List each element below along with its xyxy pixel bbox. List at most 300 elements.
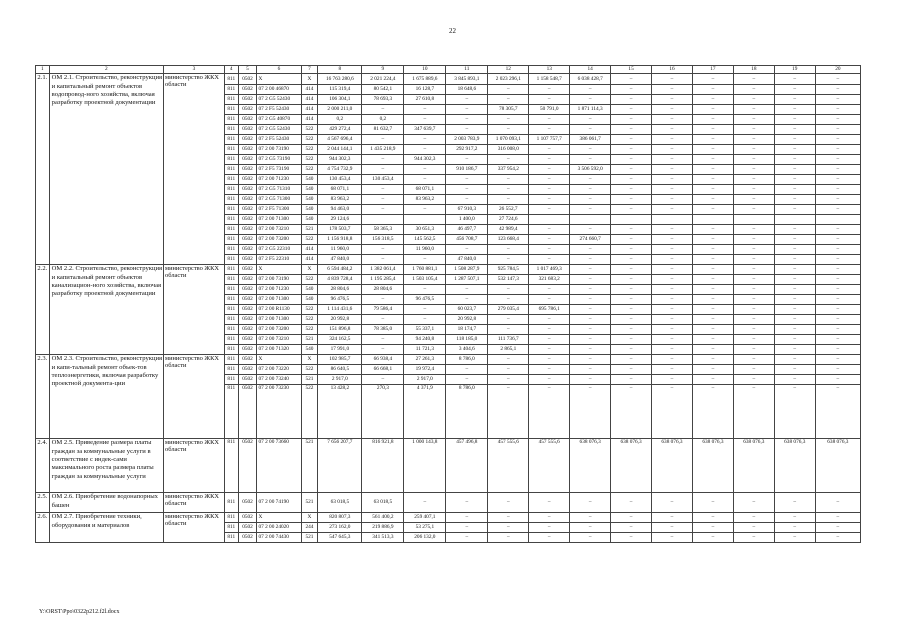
table-cell: –: [652, 325, 693, 335]
table-cell: –: [570, 185, 611, 195]
table-cell: 0502: [238, 155, 257, 165]
table-cell: 1 156 918,8: [318, 235, 362, 245]
table-cell: –: [774, 165, 815, 175]
table-cell: –: [488, 125, 529, 135]
table-cell: –: [446, 375, 488, 385]
table-cell: –: [815, 345, 860, 355]
table-cell: 4 567 696,4: [318, 135, 362, 145]
table-cell: –: [446, 95, 488, 105]
measure-number: 2.5.: [36, 493, 50, 513]
table-cell: 292 917,2: [446, 145, 488, 155]
table-cell: –: [652, 315, 693, 325]
table-cell: –: [652, 285, 693, 295]
table-cell: –: [652, 385, 693, 439]
table-cell: –: [733, 315, 774, 325]
table-cell: Х: [257, 265, 301, 275]
column-number-cell: 10: [404, 66, 446, 74]
table-cell: –: [570, 155, 611, 165]
table-cell: 8 786,0: [446, 355, 488, 365]
table-cell: –: [774, 245, 815, 255]
table-cell: 561 400,2: [362, 513, 404, 523]
table-cell: 522: [301, 365, 318, 375]
table-cell: 11 721,3: [404, 345, 446, 355]
table-cell: –: [692, 115, 733, 125]
table-cell: –: [815, 365, 860, 375]
table-cell: 07 2 00 46870: [257, 85, 301, 95]
table-cell: 347 639,7: [404, 125, 446, 135]
table-cell: 96 476,5: [318, 295, 362, 305]
table-cell: 0502: [238, 85, 257, 95]
measure-description: ОМ 2.1. Строительство, реконструкция и капитальный ремонт объектов водопровод-ного хозяйства, включая разработку проектной документации: [49, 74, 163, 265]
table-cell: 386 061,7: [570, 135, 611, 145]
table-cell: –: [529, 115, 570, 125]
table-cell: Х: [301, 265, 318, 275]
table-cell: –: [652, 265, 693, 275]
table-cell: 540: [301, 195, 318, 205]
table-cell: –: [692, 235, 733, 245]
table-cell: 1 017 469,3: [529, 265, 570, 275]
table-cell: –: [446, 365, 488, 375]
table-cell: 156 318,5: [362, 235, 404, 245]
table-cell: 1 435 218,9: [362, 145, 404, 155]
table-cell: 0502: [238, 165, 257, 175]
table-cell: –: [692, 513, 733, 523]
table-cell: 30 651,3: [404, 225, 446, 235]
table-cell: 3 404,6: [446, 345, 488, 355]
table-cell: –: [570, 315, 611, 325]
table-cell: –: [488, 325, 529, 335]
table-cell: 17 991,0: [318, 345, 362, 355]
table-cell: –: [815, 165, 860, 175]
table-cell: 0502: [238, 135, 257, 145]
table-cell: 67 910,3: [446, 205, 488, 215]
table-cell: –: [611, 245, 652, 255]
table-cell: –: [488, 355, 529, 365]
table-cell: –: [570, 345, 611, 355]
table-cell: –: [611, 74, 652, 85]
table-cell: 811: [224, 265, 238, 275]
table-cell: –: [733, 105, 774, 115]
table-cell: –: [611, 523, 652, 533]
table-cell: 0502: [238, 385, 257, 439]
table-cell: 811: [224, 74, 238, 85]
table-cell: –: [815, 325, 860, 335]
measure-number: 2.4.: [36, 439, 50, 493]
table-cell: –: [692, 225, 733, 235]
table-cell: 83 963,2: [318, 195, 362, 205]
table-cell: 270,3: [362, 385, 404, 439]
table-cell: 811: [224, 135, 238, 145]
table-cell: 0502: [238, 325, 257, 335]
table-cell: –: [774, 345, 815, 355]
table-cell: –: [733, 125, 774, 135]
table-cell: 78 385,0: [362, 325, 404, 335]
table-cell: 820 807,3: [318, 513, 362, 523]
table-cell: Х: [301, 513, 318, 523]
table-cell: 1 000 143,8: [404, 439, 446, 493]
table-cell: –: [733, 235, 774, 245]
table-cell: 1 675 889,6: [404, 74, 446, 85]
table-cell: –: [692, 305, 733, 315]
table-cell: –: [733, 375, 774, 385]
table-cell: –: [692, 365, 733, 375]
table-cell: –: [815, 265, 860, 275]
table-cell: [774, 215, 815, 225]
table-cell: –: [611, 355, 652, 365]
table-cell: 259 407,1: [404, 513, 446, 523]
table-cell: –: [529, 365, 570, 375]
table-cell: –: [611, 105, 652, 115]
table-cell: 0502: [238, 513, 257, 523]
table-cell: –: [362, 165, 404, 175]
table-cell: –: [362, 345, 404, 355]
table-cell: –: [570, 195, 611, 205]
table-cell: 0502: [238, 225, 257, 235]
table-cell: –: [815, 245, 860, 255]
table-cell: –: [774, 175, 815, 185]
table-cell: –: [529, 185, 570, 195]
table-cell: 0502: [238, 345, 257, 355]
table-cell: 811: [224, 245, 238, 255]
table-cell: –: [652, 225, 693, 235]
table-cell: 337 954,2: [488, 165, 529, 175]
table-cell: –: [488, 185, 529, 195]
table-cell: –: [362, 205, 404, 215]
table-cell: –: [815, 205, 860, 215]
table-cell: 638 076,3: [570, 439, 611, 493]
table-cell: 811: [224, 523, 238, 533]
table-cell: 6 594 484,2: [318, 265, 362, 275]
table-cell: 1 400,0: [446, 215, 488, 225]
table-cell: 07 2 00 73660: [257, 439, 301, 493]
table-cell: –: [570, 523, 611, 533]
table-cell: –: [446, 493, 488, 513]
table-cell: –: [652, 175, 693, 185]
table-cell: –: [652, 155, 693, 165]
page-number: 22: [449, 27, 456, 35]
column-number-cell: 14: [570, 66, 611, 74]
table-cell: 07 2 00 71230: [257, 175, 301, 185]
table-cell: 0,2: [318, 115, 362, 125]
table-cell: –: [652, 125, 693, 135]
table-cell: 0502: [238, 205, 257, 215]
table-cell: –: [404, 285, 446, 295]
table-cell: –: [362, 155, 404, 165]
table-cell: –: [529, 345, 570, 355]
table-cell: 324 162,5: [318, 335, 362, 345]
table-cell: –: [570, 325, 611, 335]
table-cell: –: [774, 265, 815, 275]
table-cell: –: [570, 305, 611, 315]
table-cell: 0502: [238, 255, 257, 265]
table-cell: 274 660,7: [570, 235, 611, 245]
column-number-cell: 7: [301, 66, 318, 74]
table-cell: –: [733, 155, 774, 165]
table-cell: –: [692, 245, 733, 255]
table-cell: [692, 215, 733, 225]
table-cell: 811: [224, 305, 238, 315]
table-cell: –: [611, 513, 652, 523]
table-cell: –: [611, 165, 652, 175]
table-cell: 540: [301, 215, 318, 225]
table-cell: 811: [224, 225, 238, 235]
responsible-executor: министерство ЖКХ области: [164, 265, 225, 355]
table-cell: –: [815, 385, 860, 439]
table-cell: 130 453,4: [318, 175, 362, 185]
table-cell: 07 2 G5 40870: [257, 115, 301, 125]
table-cell: –: [652, 335, 693, 345]
table-cell: 811: [224, 493, 238, 513]
table-cell: –: [815, 533, 860, 543]
table-cell: 273 162,0: [318, 523, 362, 533]
table-cell: 0502: [238, 115, 257, 125]
table-cell: –: [733, 74, 774, 85]
table-cell: 7 656 207,7: [318, 439, 362, 493]
table-cell: –: [611, 115, 652, 125]
table-cell: [611, 215, 652, 225]
table-cell: –: [815, 523, 860, 533]
table-cell: 811: [224, 315, 238, 325]
table-cell: 18 648,6: [446, 85, 488, 95]
table-cell: –: [733, 275, 774, 285]
table-cell: 0502: [238, 275, 257, 285]
table-cell: 178 503,7: [318, 225, 362, 235]
table-cell: 0502: [238, 185, 257, 195]
table-cell: –: [815, 355, 860, 365]
table-cell: –: [774, 275, 815, 285]
table-cell: 07 2 00 73200: [257, 235, 301, 245]
table-cell: –: [529, 85, 570, 95]
table-cell: –: [774, 533, 815, 543]
table-cell: –: [774, 105, 815, 115]
responsible-executor: министерство ЖКХ области: [164, 513, 225, 543]
table-cell: –: [488, 245, 529, 255]
table-cell: –: [362, 295, 404, 305]
table-cell: –: [611, 493, 652, 513]
table-cell: 1 287 507,1: [446, 275, 488, 285]
table-cell: –: [529, 325, 570, 335]
table-cell: [815, 215, 860, 225]
table-cell: 0502: [238, 195, 257, 205]
table-cell: –: [774, 315, 815, 325]
table-cell: –: [774, 295, 815, 305]
table-cell: –: [774, 365, 815, 375]
table-cell: –: [446, 175, 488, 185]
table-cell: –: [652, 145, 693, 155]
table-cell: 1 382 061,4: [362, 265, 404, 275]
table-cell: 522: [301, 325, 318, 335]
table-cell: –: [774, 135, 815, 145]
table-cell: 811: [224, 205, 238, 215]
table-cell: 07 2 F5 22310: [257, 255, 301, 265]
table-cell: –: [692, 533, 733, 543]
column-number-cell: 19: [774, 66, 815, 74]
table-cell: –: [733, 365, 774, 375]
table-cell: –: [488, 365, 529, 375]
table-cell: –: [446, 195, 488, 205]
table-cell: 0502: [238, 235, 257, 245]
table-cell: 811: [224, 325, 238, 335]
table-cell: –: [652, 195, 693, 205]
table-cell: 811: [224, 125, 238, 135]
table-cell: 07 2 00 71300: [257, 315, 301, 325]
table-cell: [570, 215, 611, 225]
table-cell: –: [733, 85, 774, 95]
table-cell: –: [733, 305, 774, 315]
table-cell: 07 2 00 71230: [257, 285, 301, 295]
table-cell: –: [774, 95, 815, 105]
table-cell: 522: [301, 155, 318, 165]
table-cell: 07 2 00 R1130: [257, 305, 301, 315]
table-cell: –: [652, 295, 693, 305]
table-cell: –: [404, 145, 446, 155]
table-cell: 60 023,7: [446, 305, 488, 315]
table-row: [36, 355, 861, 365]
table-cell: –: [529, 335, 570, 345]
table-cell: –: [652, 513, 693, 523]
table-cell: –: [733, 245, 774, 255]
column-number-cell: 4: [224, 66, 238, 74]
table-cell: –: [652, 165, 693, 175]
column-number-cell: 13: [529, 66, 570, 74]
table-cell: –: [446, 155, 488, 165]
table-cell: 3 845 893,1: [446, 74, 488, 85]
table-cell: –: [570, 225, 611, 235]
table-cell: 86 640,5: [318, 365, 362, 375]
table-cell: –: [692, 105, 733, 115]
table-cell: 540: [301, 285, 318, 295]
table-cell: 0502: [238, 355, 257, 365]
table-cell: –: [692, 85, 733, 95]
table-cell: 07 2 G5 22310: [257, 245, 301, 255]
table-cell: 0502: [238, 365, 257, 375]
table-cell: 521: [301, 439, 318, 493]
table-cell: 695 786,1: [529, 305, 570, 315]
table-cell: Х: [257, 74, 301, 85]
table-cell: 0502: [238, 215, 257, 225]
table-cell: 414: [301, 255, 318, 265]
table-cell: –: [733, 165, 774, 175]
table-cell: 811: [224, 165, 238, 175]
table-cell: 50 791,0: [529, 105, 570, 115]
table-cell: 07 2 00 24020: [257, 523, 301, 533]
table-cell: –: [774, 85, 815, 95]
table-cell: 123 668,4: [488, 235, 529, 245]
table-cell: –: [815, 74, 860, 85]
table-cell: 2 003 783,9: [446, 135, 488, 145]
table-cell: –: [815, 195, 860, 205]
table-cell: –: [446, 533, 488, 543]
table-cell: –: [652, 205, 693, 215]
table-cell: –: [733, 335, 774, 345]
table-cell: –: [404, 105, 446, 115]
table-cell: 811: [224, 285, 238, 295]
table-cell: 414: [301, 105, 318, 115]
table-cell: –: [774, 125, 815, 135]
table-cell: –: [529, 295, 570, 305]
table-cell: –: [692, 345, 733, 355]
table-cell: 341 513,3: [362, 533, 404, 543]
table-cell: Х: [301, 355, 318, 365]
table-cell: –: [404, 175, 446, 185]
table-cell: [733, 215, 774, 225]
measure-description: ОМ 2.3. Строительство, реконструкция и капи-тальный ремонт объек-тов теплоэнергетики, включая разработку проектной документа-ции: [49, 355, 163, 439]
table-cell: –: [652, 105, 693, 115]
table-cell: –: [774, 285, 815, 295]
table-cell: 42 989,4: [488, 225, 529, 235]
table-cell: –: [488, 195, 529, 205]
table-cell: Х: [301, 74, 318, 85]
table-cell: –: [733, 325, 774, 335]
table-cell: –: [488, 115, 529, 125]
table-cell: 1 503 105,4: [404, 275, 446, 285]
table-cell: –: [446, 523, 488, 533]
table-cell: –: [611, 195, 652, 205]
table-cell: 456 708,7: [446, 235, 488, 245]
table-cell: 457 555,6: [529, 439, 570, 493]
table-cell: 07 2 00 73190: [257, 145, 301, 155]
table-cell: 0502: [238, 125, 257, 135]
table-cell: –: [815, 375, 860, 385]
table-cell: –: [774, 195, 815, 205]
table-cell: 638 076,3: [733, 439, 774, 493]
table-cell: –: [611, 345, 652, 355]
table-cell: –: [529, 285, 570, 295]
table-cell: 811: [224, 235, 238, 245]
table-cell: –: [570, 205, 611, 215]
table-cell: –: [692, 195, 733, 205]
table-cell: 0502: [238, 375, 257, 385]
table-cell: –: [733, 185, 774, 195]
table-cell: 115 319,4: [318, 85, 362, 95]
table-cell: –: [733, 295, 774, 305]
table-cell: –: [611, 305, 652, 315]
table-cell: –: [652, 115, 693, 125]
table-cell: 07 2 00 73200: [257, 325, 301, 335]
table-cell: 6 038 428,7: [570, 74, 611, 85]
table-cell: 521: [301, 335, 318, 345]
table-cell: –: [529, 205, 570, 215]
table-cell: 521: [301, 493, 318, 513]
table-cell: 07 2 00 71320: [257, 345, 301, 355]
table-cell: 2 023 296,1: [488, 74, 529, 85]
table-cell: –: [692, 295, 733, 305]
table-cell: –: [611, 175, 652, 185]
table-cell: –: [815, 225, 860, 235]
table-cell: 925 784,5: [488, 265, 529, 275]
table-cell: 1 158 548,7: [529, 74, 570, 85]
table-cell: –: [529, 255, 570, 265]
table-cell: 79 586,4: [362, 305, 404, 315]
table-cell: 638 076,3: [815, 439, 860, 493]
table-cell: 811: [224, 513, 238, 523]
table-cell: 811: [224, 85, 238, 95]
table-cell: –: [570, 513, 611, 523]
table-cell: 11 960,0: [318, 245, 362, 255]
table-cell: –: [815, 335, 860, 345]
table-cell: 206 132,0: [404, 533, 446, 543]
table-cell: –: [529, 513, 570, 523]
table-cell: 0502: [238, 533, 257, 543]
table-cell: –: [611, 315, 652, 325]
table-cell: 638 076,3: [611, 439, 652, 493]
table-cell: 279 035,4: [488, 305, 529, 315]
measure-description: ОМ 2.7. Приобретение техники, оборудования и материалов: [49, 513, 163, 543]
table-cell: 07 2 G5 52430: [257, 95, 301, 105]
table-cell: –: [570, 275, 611, 285]
table-cell: –: [446, 295, 488, 305]
table-cell: 0502: [238, 523, 257, 533]
